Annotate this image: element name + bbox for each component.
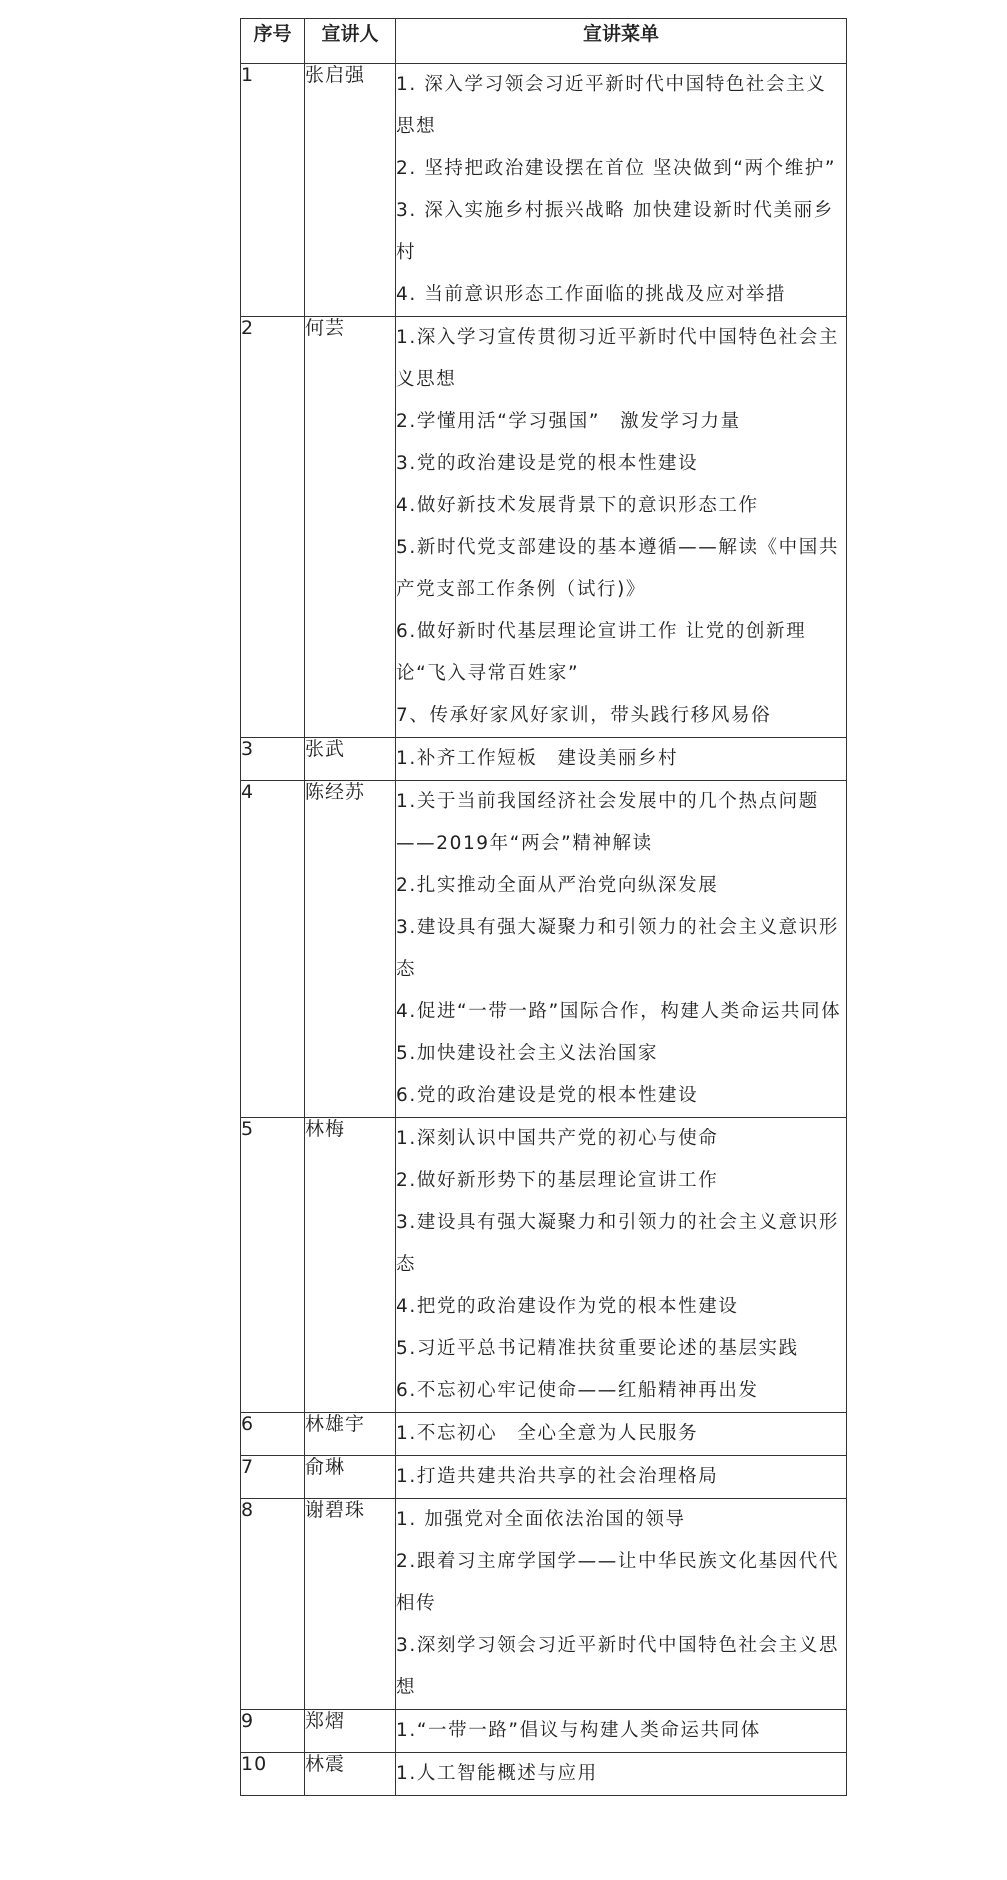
- topic-item: 4. 当前意识形态工作面临的挑战及应对举措: [396, 284, 787, 305]
- row-number: 6: [241, 1413, 305, 1456]
- topic-item: 4.做好新技术发展背景下的意识形态工作: [396, 495, 759, 516]
- topics-cell: [396, 317, 847, 738]
- table-row: [241, 1753, 847, 1796]
- topic-item: 4.促进“一带一路”国际合作，构建人类命运共同体: [396, 1001, 842, 1022]
- topic-item: 2.跟着习主席学国学——让中华民族文化基因代代相传: [396, 1551, 839, 1614]
- table-row: [241, 1710, 847, 1753]
- header-topics: 宣讲菜单: [396, 19, 847, 64]
- row-number: 9: [241, 1710, 305, 1753]
- header-row: [241, 19, 847, 64]
- table-row: [241, 738, 847, 781]
- topic-item: 3.建设具有强大凝聚力和引领力的社会主义意识形态: [396, 1212, 839, 1275]
- topic-item: 1.打造共建共治共享的社会治理格局: [396, 1466, 719, 1487]
- topic-item: 6.不忘初心牢记使命——红船精神再出发: [396, 1380, 759, 1401]
- topic-item: 1.深入学习宣传贯彻习近平新时代中国特色社会主义思想: [396, 327, 839, 390]
- topics-cell: [396, 1413, 847, 1456]
- row-number: 4: [241, 781, 305, 1118]
- topics-cell: [396, 1499, 847, 1710]
- table-row: [241, 1499, 847, 1710]
- table-row: [241, 1118, 847, 1413]
- speaker-name: 张武: [305, 738, 396, 781]
- topic-item: 3. 深入实施乡村振兴战略 加快建设新时代美丽乡村: [396, 200, 834, 263]
- row-number: 5: [241, 1118, 305, 1413]
- row-number: 10: [241, 1753, 305, 1796]
- topic-item: 5.加快建设社会主义法治国家: [396, 1043, 659, 1064]
- topic-item: 1. 加强党对全面依法治国的领导: [396, 1509, 686, 1530]
- table-row: [241, 64, 847, 317]
- row-number: 7: [241, 1456, 305, 1499]
- row-number: 8: [241, 1499, 305, 1710]
- header-speaker: 宣讲人: [305, 19, 396, 64]
- row-number: 1: [241, 64, 305, 317]
- topic-item: 2.学懂用活“学习强国” 激发学习力量: [396, 411, 741, 432]
- topic-item: 2.做好新形势下的基层理论宣讲工作: [396, 1170, 719, 1191]
- topics-cell: [396, 64, 847, 317]
- topic-item: 2. 坚持把政治建设摆在首位 坚决做到“两个维护”: [396, 158, 837, 179]
- topics-cell: [396, 1118, 847, 1413]
- topics-cell: [396, 1753, 847, 1796]
- speaker-name: 郑熠: [305, 1710, 396, 1753]
- row-number: 2: [241, 317, 305, 738]
- topic-item: 5.习近平总书记精准扶贫重要论述的基层实践: [396, 1338, 799, 1359]
- topic-item: 1.不忘初心 全心全意为人民服务: [396, 1423, 699, 1444]
- topic-item: 2.扎实推动全面从严治党向纵深发展: [396, 875, 719, 896]
- table-row: [241, 1413, 847, 1456]
- topic-item: 1.补齐工作短板 建设美丽乡村: [396, 748, 679, 769]
- table-body: [241, 64, 847, 1796]
- lecture-menu-table: [240, 18, 847, 1796]
- topics-cell: [396, 1710, 847, 1753]
- table-row: [241, 317, 847, 738]
- topic-item: 6.做好新时代基层理论宣讲工作 让党的创新理论“飞入寻常百姓家”: [396, 621, 807, 684]
- speaker-name: 林梅: [305, 1118, 396, 1413]
- topic-item: 4.把党的政治建设作为党的根本性建设: [396, 1296, 739, 1317]
- topic-item: 7、传承好家风好家训，带头践行移风易俗: [396, 705, 772, 726]
- topics-cell: [396, 1456, 847, 1499]
- topics-cell: [396, 781, 847, 1118]
- speaker-name: 林雄宇: [305, 1413, 396, 1456]
- topic-item: 1. 深入学习领会习近平新时代中国特色社会主义思想: [396, 74, 827, 137]
- speaker-name: 陈经苏: [305, 781, 396, 1118]
- speaker-name: 何芸: [305, 317, 396, 738]
- topic-item: 1.深刻认识中国共产党的初心与使命: [396, 1128, 719, 1149]
- topic-item: 6.党的政治建设是党的根本性建设: [396, 1085, 699, 1106]
- topic-item: 1.“一带一路”倡议与构建人类命运共同体: [396, 1720, 761, 1741]
- table-row: [241, 1456, 847, 1499]
- speaker-name: 林震: [305, 1753, 396, 1796]
- header-no: 序号: [241, 19, 305, 64]
- topic-item: 1.关于当前我国经济社会发展中的几个热点问题——2019年“两会”精神解读: [396, 791, 819, 854]
- speaker-name: 俞琳: [305, 1456, 396, 1499]
- speaker-name: 张启强: [305, 64, 396, 317]
- speaker-name: 谢碧珠: [305, 1499, 396, 1710]
- table-row: [241, 781, 847, 1118]
- topic-item: 3.深刻学习领会习近平新时代中国特色社会主义思想: [396, 1635, 839, 1698]
- topic-item: 3.党的政治建设是党的根本性建设: [396, 453, 699, 474]
- topics-cell: [396, 738, 847, 781]
- topic-item: 3.建设具有强大凝聚力和引领力的社会主义意识形态: [396, 917, 839, 980]
- row-number: 3: [241, 738, 305, 781]
- topic-item: 5.新时代党支部建设的基本遵循——解读《中国共产党支部工作条例（试行)》: [396, 537, 839, 600]
- topic-item: 1.人工智能概述与应用: [396, 1763, 598, 1784]
